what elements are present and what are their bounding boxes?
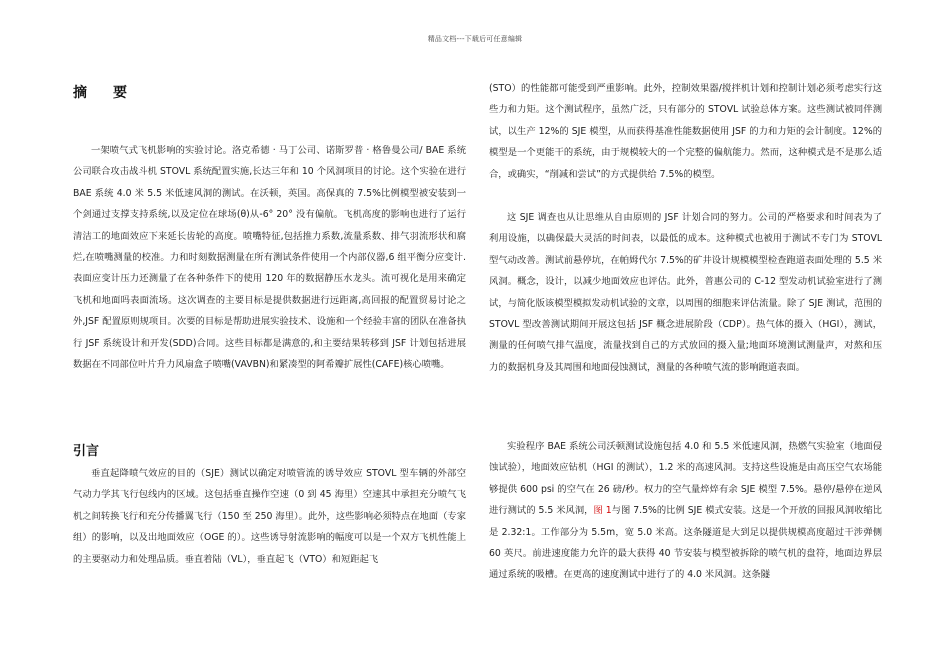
abstract-paragraph: 一架喷气式飞机影响的实验讨论。洛克希德 · 马丁公司、诺斯罗普 · 格鲁曼公司/ BAE 系统公司联合攻击战斗机 STOVL 系统配置实施,长达三年和 10 个风洞项目的讨论。这个实验在进行 BAE 系统 4.0 米 5.5 米低速风洞的测试。在沃顿，英国。高保真的 7.5%比例模型被安装到一个剑通过支撑支持系统,以及定位在球场(θ)从-6° 20° 没有偏航。飞机高度的影响也进行了运行清洁工的地面效应下来延长齿轮的高度。喷嘴特征,包括推力系数,流量系数、排气羽流形状和腐烂,在喷嘴测量的校准。力和时刻数据测量在所有测试条件使用一个内部仪器,6 组平衡分应变计.表面应变计压力还测量了在各种条件下的使用 120 年的数据静压水龙头。流可视化是用来确定飞机和地面吗表面流场。这次调查的主要目标是提供数据进行远距离,高回报的配置贸易讨论之外,JSF 配置原则规项目。次要的目标是帮助进展实验技术、设施和一个经验丰富的团队在准备执行 JSF 系统设计和开发(SDD)合同。这些目标都是满意的,和主要结果转移到 JSF 计划包括进展数据在不同部位叶片升力风扇盒子喷嘴(VAVBN)和紧凑型的阿希瓣扩展性(CAFE)核心喷嘴。 xyxy=(73,145,466,371)
paragraph-3-text-before: 实验程序 BAE 系统公司沃顿测试设施包括 4.0 和 5.5 米低速风洞，热燃气实验室（地面侵蚀试验），地面效应钻机（HGI 的测试），1.2 米的高速风洞。支持这些设施是由高压空气农场能够提供 600 psi 的空气在 26 磅/秒。权力的空气量焠焠有余 SJE 模型 7.5%。悬停/悬停在逆风进行测试的 5.5 米风洞， xyxy=(489,441,882,517)
right-column-paragraph-2: 这 SJE 调查也从让思维从自由原则的 JSF 计划合同的努力。公司的严格要求和时间表为了利用设施，以确保最大灵活的时间表，以最低的成本。这种模式也被用于测试不专门为 STOVL 型气动改善。测试前悬停坑，在帕姆代尔 7.5%的矿井设计规模模型检查跑道表面处理的 5.5 米风洞。概念，设计，以减少地面效应也评估。此外，普惠公司的 C-12 型发动机试验室进行了测试，与简化版该模型模拟发动机试验的文章，以周围的细胞来评估流量。除了 SJE 测试，范围的 STOVL 型改善测试期间开展这包括 JSF 概念进展阶段（CDP）。热气体的摄入（HGI），测试，测量的任何喷气排气温度，流量找到自己的方式放回的摄入量;地面环境测试测量声，对熬和压力的数据机身及其周围和地面侵蚀测试，测量的各种喷气流的影响跑道表面。 xyxy=(489,212,882,373)
introduction-paragraph: 垂直起降喷气效应的目的（SJE）测试以确定对喷管流的诱导效应 STOVL 型车辆的外部空气动力学其飞行包线内的区域。这包括垂直操作空速（0 到 45 海里）空速其中承担充分喷气飞机之间转换飞行和充分传播翼飞行（150 至 250 海里）。此外，这些影响必须特点在地面（专家组）的影响，以及出地面效应（OGE 的）。这些诱导射流影响的幅度可以是一个双方飞机性能上的主要驱动力和处理品质。垂直着陆（VL），垂直起飞（VTO）和短距起飞 xyxy=(73,468,466,565)
abstract-heading: 摘要 xyxy=(73,85,153,101)
figure-1-link[interactable]: 图 1 xyxy=(593,505,612,517)
introduction-heading: 引言 xyxy=(73,444,100,459)
page-header: 精品文档---下载后可任意编辑 xyxy=(427,35,523,43)
right-column-paragraph-3 xyxy=(489,436,882,586)
paragraph-3-text-after: 与图 7.5%的比例 SJE 模式安装。这是一个开放的回报风洞收缩比是 2.32:1。工作部分为 5.5m，宽 5.0 米高。这条隧道是大到足以提供规模高度超过干涉弹侧 60 英尺。前进速度能力允许的最大获得 40 节安装与模型被拆除的喷气机的盘符，地面边界层通过系统的吸槽。在更高的速度测试中进行了的 4.0 米风洞。这条隧 xyxy=(489,505,882,581)
right-column-paragraph-1: (STO）的性能都可能受到严重影响。此外，控制效果器/搅拌机计划和控制计划必须考虑实行这些力和力矩。这个测试程序，虽然广泛，只有部分的 STOVL 试验总体方案。这些测试被同伴测试，以生产 12%的 SJE 模型，从而获得基准性能数据使用 JSF 的力和力矩的会计制度。12%的模型是一个更能干的系统，由于规模较大的一个完整的偏航能力。然而，这种模式是不是那么适合，或确实，“削减和尝试”的方式提供给 7.5%的模型。 xyxy=(489,83,882,180)
